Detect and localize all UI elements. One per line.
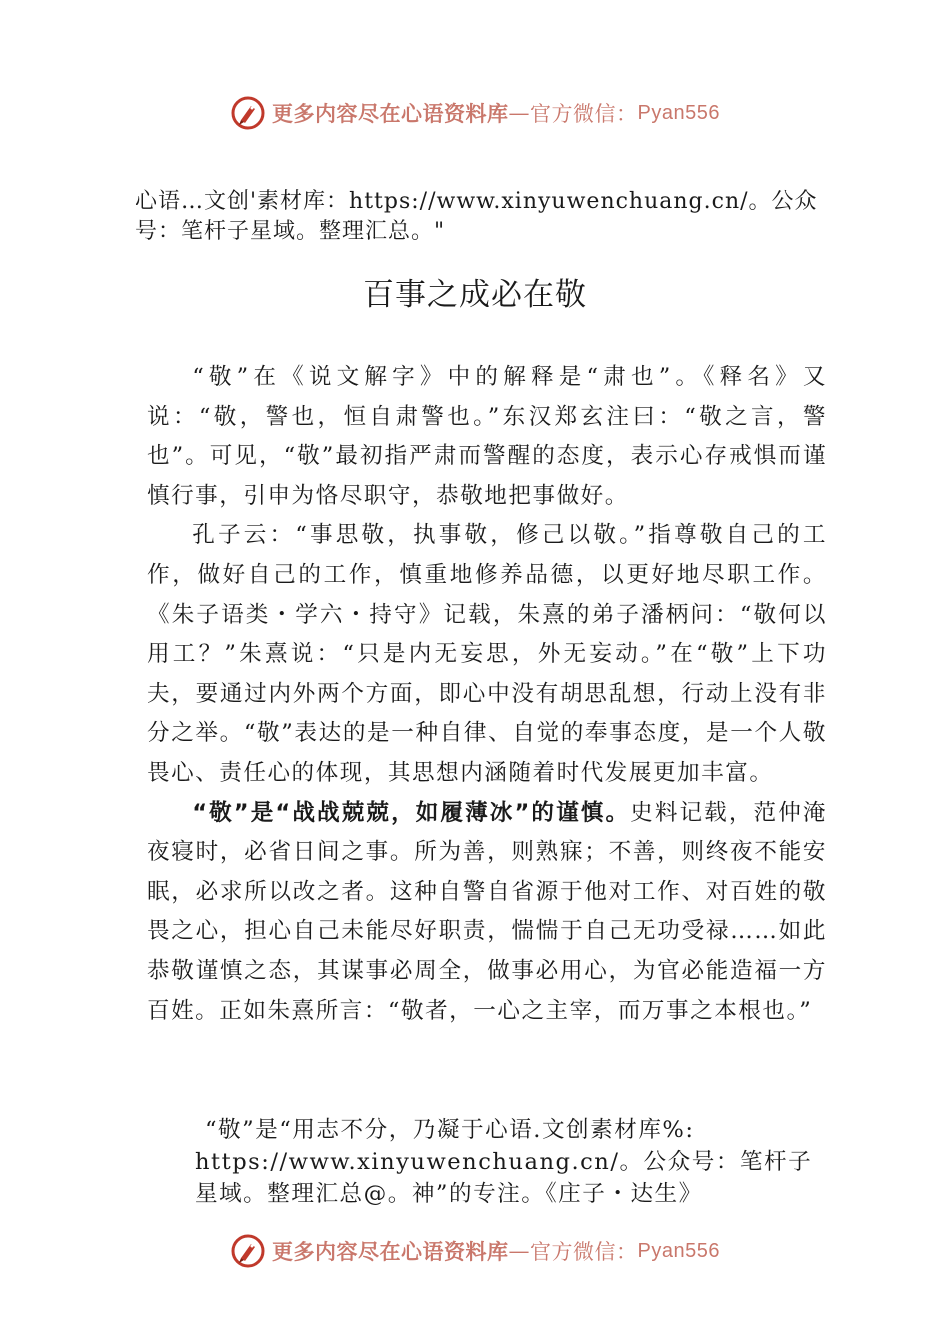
page-title: 百事之成必在敬 (363, 276, 587, 313)
source-note: 心语…文创'素材库：https://www.xinyuwenchuang.cn/。公众号：笔杆子星域。整理汇总。" (135, 189, 818, 244)
watermark-handle: Pyan556 (637, 101, 720, 124)
watermark-official: 官方微信： (530, 102, 638, 126)
watermark-separator: — (508, 101, 531, 125)
paragraph-3-rest: 史料记载，范仲淹夜寝时，必省日间之事。所为善，则熟寐；不善，则终夜不能安眠，必求所以改之者。这种自警自省源于他对工作、对百姓的敬畏之心，担心自己未能尽好职责，惴惴于自己无功受禄……如此恭敬谨慎之态，其谋事必周全，做事必用心，为官必能造福一方百姓。正如朱熹所言：“敬者，一心之主宰，而万事之本根也。” (147, 799, 827, 1024)
watermark-brand: 更多内容尽在心语资料库 (272, 1239, 509, 1264)
article-body (147, 358, 827, 1031)
paragraph-1: “敬”在《说文解字》中的解释是“肃也”。《释名》又说：“敬，警也，恒自肃警也。”东汉郑玄注曰：“敬之言，警也”。可见，“敬”最初指严肃而警醒的态度，表示心存戒惧而谨慎行事，引申为恪尽职守，恭敬地把事做好。 (147, 364, 827, 509)
watermark-separator: — (508, 1239, 531, 1263)
pen-nib-logo-icon (230, 1233, 266, 1269)
paragraph-2: 孔子云：“事思敬，执事敬，修己以敬。”指尊敬自己的工作，做好自己的工作，慎重地修养品德，以更好地尽职工作。《朱子语类・学六・持守》记载，朱熹的弟子潘柄问：“敬何以用工？”朱熹说：“只是内无妄思，外无妄动。”在“敬”上下功夫，要通过内外两个方面，即心中没有胡思乱想，行动上没有非分之举。“敬”表达的是一种自律、自觉的奉事态度，是一个人敬畏心、责任心的体现，其思想内涵随着时代发展更加丰富。 (147, 522, 827, 786)
paragraph-4-line-1: “敬”是“用志不分，乃凝于心语.文创素材库%: (205, 1117, 695, 1143)
paragraph-4 (195, 1114, 815, 1210)
footer-watermark (0, 1233, 950, 1269)
paragraph-3-lead: “敬”是“战战兢兢，如履薄冰”的谨慎。 (192, 799, 631, 826)
paragraph-3 (147, 794, 827, 1032)
header-watermark (0, 95, 950, 131)
watermark-handle: Pyan556 (637, 1239, 720, 1262)
watermark-brand: 更多内容尽在心语资料库 (272, 101, 509, 126)
pen-nib-logo-icon (230, 95, 266, 131)
watermark-official: 官方微信： (530, 1240, 638, 1264)
paragraph-4-line-2: https://www.xinyuwenchuang.cn/。公众号：笔杆子星域。整理汇总@。神”的专注。《庄子・达生》 (195, 1149, 813, 1207)
